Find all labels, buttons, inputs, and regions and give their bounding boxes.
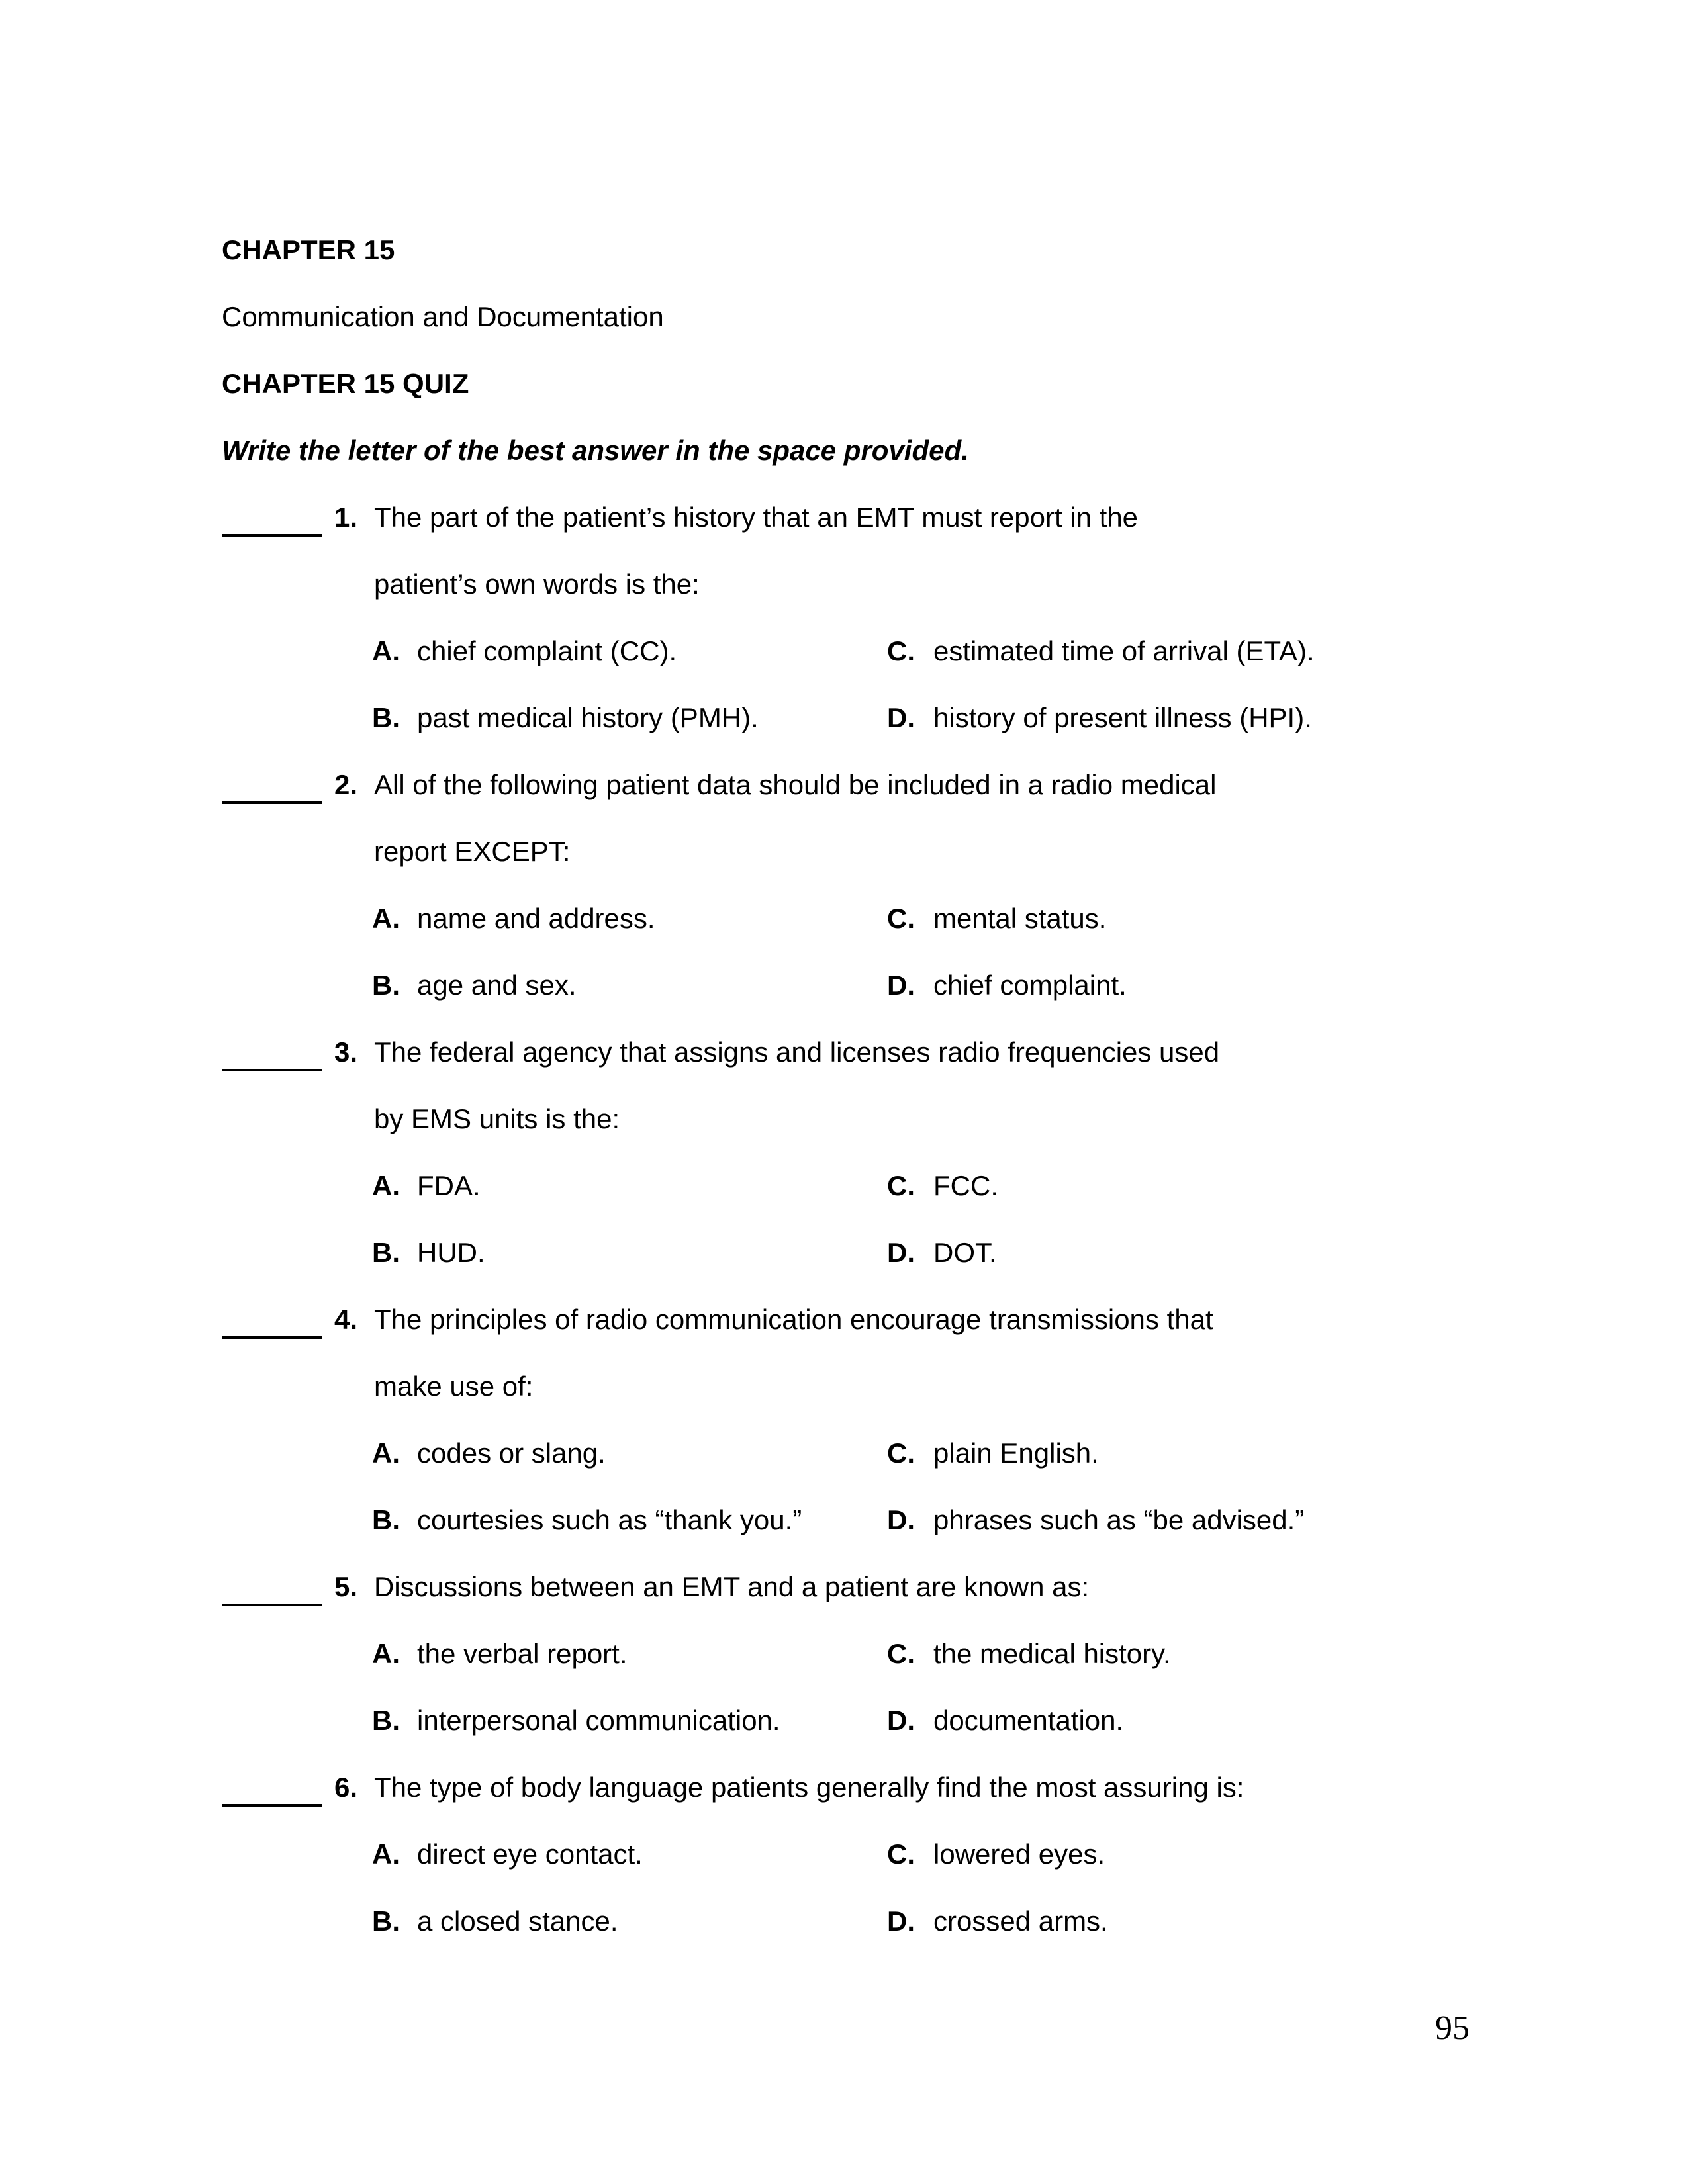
question-2-text-line2: report EXCEPT: xyxy=(374,836,571,867)
question-6-option-b-label: B. xyxy=(372,1905,400,1936)
question-6-option-a-text: direct eye contact. xyxy=(417,1839,643,1870)
question-1-option-d-label: D. xyxy=(887,702,915,733)
question-6-number: 6. xyxy=(334,1772,358,1803)
question-1-option-c-text: estimated time of arrival (ETA). xyxy=(933,635,1315,666)
question-4-number: 4. xyxy=(334,1304,358,1335)
question-1-option-c-label: C. xyxy=(887,635,915,666)
question-4-option-a-label: A. xyxy=(372,1437,400,1469)
question-4-text-line1: The principles of radio communication encourage transmissions that xyxy=(374,1304,1213,1335)
question-6-option-d-text: crossed arms. xyxy=(933,1905,1108,1936)
question-4-option-d-label: D. xyxy=(887,1504,915,1535)
answer-blank-2[interactable] xyxy=(222,771,322,804)
answer-blank-6[interactable] xyxy=(222,1774,322,1807)
question-3-text-line2: by EMS units is the: xyxy=(374,1103,620,1134)
question-6-option-b-text: a closed stance. xyxy=(417,1905,618,1936)
question-4-text-line2: make use of: xyxy=(374,1371,534,1402)
question-3-option-d-label: D. xyxy=(887,1237,915,1268)
page-number: 95 xyxy=(1435,2009,1470,2047)
question-2-text-line1: All of the following patient data should be included in a radio medical xyxy=(374,769,1217,800)
question-6-option-a-label: A. xyxy=(372,1839,400,1870)
question-3-number: 3. xyxy=(334,1036,358,1068)
question-1-option-a-label: A. xyxy=(372,635,400,666)
question-2-option-c-label: C. xyxy=(887,903,915,934)
question-5-option-c-label: C. xyxy=(887,1638,915,1669)
question-2-option-a-text: name and address. xyxy=(417,903,655,934)
question-1-option-d-text: history of present illness (HPI). xyxy=(933,702,1312,733)
question-2-option-a-label: A. xyxy=(372,903,400,934)
question-6-option-c-text: lowered eyes. xyxy=(933,1839,1105,1870)
question-4-option-b-text: courtesies such as “thank you.” xyxy=(417,1504,802,1535)
question-1-number: 1. xyxy=(334,502,358,533)
question-5-option-b-text: interpersonal communication. xyxy=(417,1705,780,1736)
question-2-option-b-label: B. xyxy=(372,970,400,1001)
question-5-option-b-label: B. xyxy=(372,1705,400,1736)
question-6-option-d-label: D. xyxy=(887,1905,915,1936)
question-4-option-d-text: phrases such as “be advised.” xyxy=(933,1504,1305,1535)
answer-blank-3[interactable] xyxy=(222,1038,322,1071)
question-3-text-line1: The federal agency that assigns and licenses radio frequencies used xyxy=(374,1036,1220,1068)
question-3-option-d-text: DOT. xyxy=(933,1237,997,1268)
question-4-option-a-text: codes or slang. xyxy=(417,1437,606,1469)
question-2-option-c-text: mental status. xyxy=(933,903,1107,934)
question-2-option-b-text: age and sex. xyxy=(417,970,577,1001)
question-4-option-b-label: B. xyxy=(372,1504,400,1535)
question-4-option-c-label: C. xyxy=(887,1437,915,1469)
question-2-option-d-text: chief complaint. xyxy=(933,970,1127,1001)
question-5-option-c-text: the medical history. xyxy=(933,1638,1171,1669)
question-5-option-a-label: A. xyxy=(372,1638,400,1669)
answer-blank-4[interactable] xyxy=(222,1306,322,1339)
question-4-option-c-text: plain English. xyxy=(933,1437,1099,1469)
question-5-option-a-text: the verbal report. xyxy=(417,1638,628,1669)
question-1-text-line1: The part of the patient’s history that an EMT must report in the xyxy=(374,502,1139,533)
chapter-title: Communication and Documentation xyxy=(222,301,664,332)
question-3-option-c-label: C. xyxy=(887,1170,915,1201)
question-5-option-d-label: D. xyxy=(887,1705,915,1736)
question-3-option-c-text: FCC. xyxy=(933,1170,998,1201)
question-3-option-b-label: B. xyxy=(372,1237,400,1268)
quiz-instruction: Write the letter of the best answer in the space provided. xyxy=(222,435,969,466)
question-3-option-a-text: FDA. xyxy=(417,1170,481,1201)
question-1-option-b-label: B. xyxy=(372,702,400,733)
question-1-option-a-text: chief complaint (CC). xyxy=(417,635,677,666)
question-6-text-line1: The type of body language patients generally find the most assuring is: xyxy=(374,1772,1244,1803)
question-6-option-c-label: C. xyxy=(887,1839,915,1870)
question-3-option-b-text: HUD. xyxy=(417,1237,485,1268)
question-1-text-line2: patient’s own words is the: xyxy=(374,569,700,600)
question-5-text-line1: Discussions between an EMT and a patient are known as: xyxy=(374,1571,1090,1602)
question-2-number: 2. xyxy=(334,769,358,800)
answer-blank-5[interactable] xyxy=(222,1573,322,1606)
chapter-heading: CHAPTER 15 xyxy=(222,234,395,265)
answer-blank-1[interactable] xyxy=(222,504,322,537)
question-2-option-d-label: D. xyxy=(887,970,915,1001)
question-3-option-a-label: A. xyxy=(372,1170,400,1201)
quiz-heading: CHAPTER 15 QUIZ xyxy=(222,368,469,399)
question-5-number: 5. xyxy=(334,1571,358,1602)
question-1-option-b-text: past medical history (PMH). xyxy=(417,702,759,733)
question-5-option-d-text: documentation. xyxy=(933,1705,1124,1736)
